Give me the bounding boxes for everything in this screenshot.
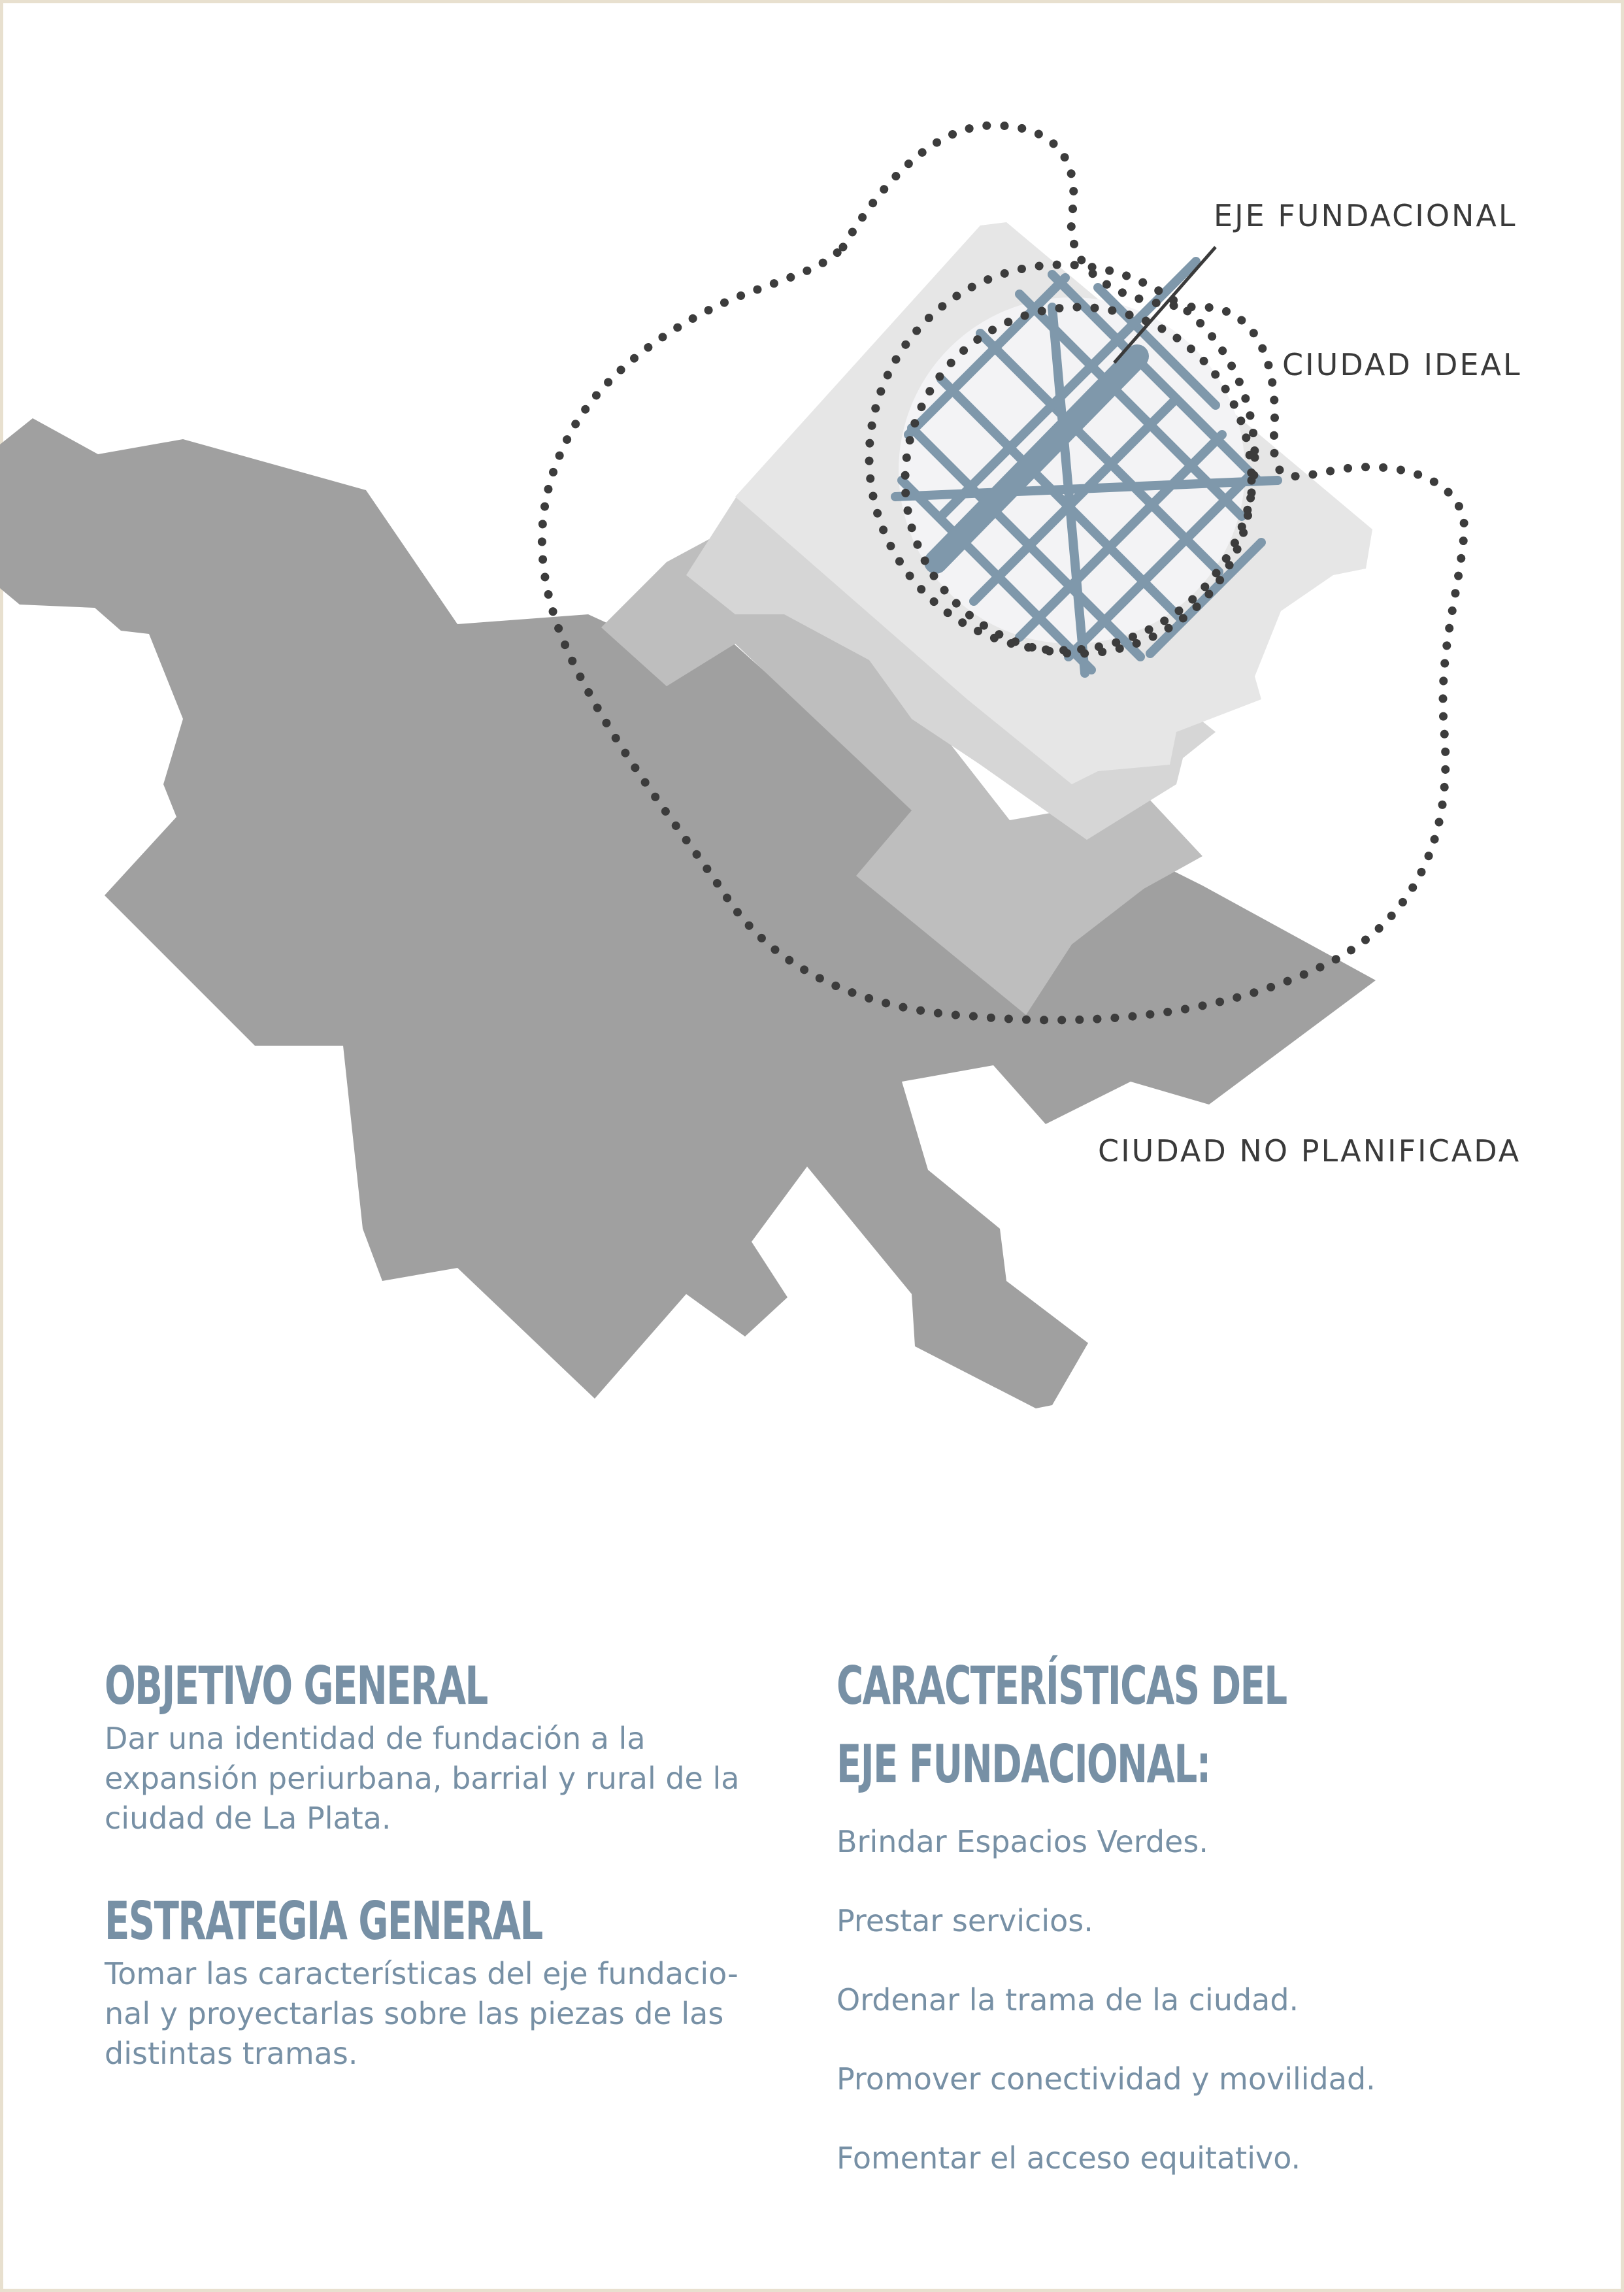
list-item: Brindar Espacios Verdes. — [837, 1824, 1208, 1859]
estrategia-title: ESTRATEGIA GENERAL — [105, 1891, 542, 1952]
list-item: Prestar servicios. — [837, 1903, 1093, 1938]
list-item: Ordenar la trama de la ciudad. — [837, 1982, 1299, 2018]
list-item: Promover conectividad y movilidad. — [837, 2061, 1376, 2097]
caracteristicas-title-line1: CARACTERÍSTICAS DEL — [837, 1655, 1287, 1716]
objetivo-title: OBJETIVO GENERAL — [105, 1655, 488, 1716]
caracteristicas-title-line2: EJE FUNDACIONAL: — [837, 1734, 1210, 1795]
list-item: Fomentar el acceso equitativo. — [837, 2140, 1301, 2176]
estrategia-text: Tomar las características del eje fundacio- nal y proyectarlas sobre las piezas de las distintas tramas. — [105, 1956, 738, 2071]
objetivo-text: Dar una identidad de fundación a la expansión periurbana, barrial y rural de la ciudad de La Plata. — [105, 1721, 740, 1836]
label-ciudad-no-planificada: CIUDAD NO PLANIFICADA — [1098, 1133, 1521, 1169]
caracteristicas-list — [837, 1824, 1376, 2222]
label-eje-fundacional: EJE FUNDACIONAL — [1214, 198, 1517, 233]
label-ciudad-ideal: CIUDAD IDEAL — [1282, 347, 1522, 382]
